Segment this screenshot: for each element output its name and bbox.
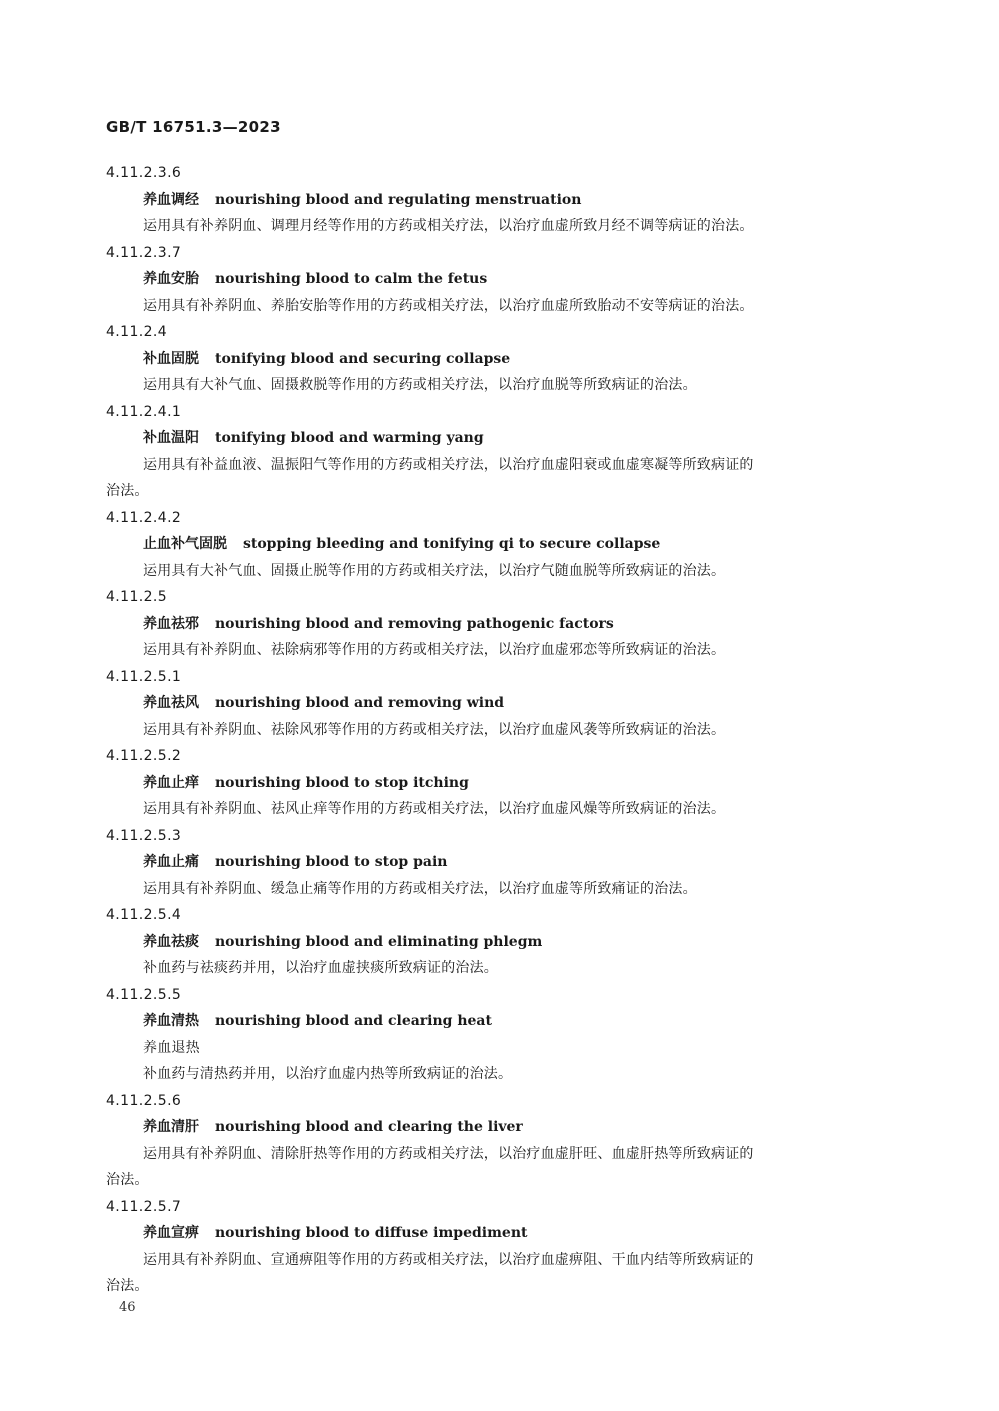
- term-chinese: 养血祛邪: [143, 615, 199, 632]
- term-entry: [106, 902, 896, 982]
- term-chinese: 补血固脱: [143, 350, 199, 367]
- term-heading: [143, 425, 896, 452]
- term-chinese: 养血止痛: [143, 854, 199, 870]
- clause-number: 4.11.2.5.2: [106, 748, 182, 764]
- definition-text: 运用具有补养阴血、祛除风邪等作用的方药或相关疗法，以治疗血虚风袭等所致病证的治法。: [143, 721, 726, 738]
- term-english: tonifying blood and warming yang: [215, 430, 484, 446]
- clause-number: 4.11.2.3.7: [106, 244, 182, 261]
- term-english: nourishing blood to diffuse impediment: [215, 1225, 528, 1241]
- term-english: nourishing blood and clearing the liver: [215, 1119, 523, 1135]
- term-entry: [106, 399, 896, 505]
- term-english: nourishing blood and eliminating phlegm: [215, 933, 543, 950]
- definition-text: 运用具有补养阴血、缓急止痛等作用的方药或相关疗法，以治疗血虚等所致痛证的治法。: [143, 880, 697, 897]
- term-english: nourishing blood and removing pathogenic factors: [215, 615, 614, 632]
- term-chinese: 养血清肝: [143, 1119, 199, 1135]
- definition-text: 运用具有补养阴血、祛除病邪等作用的方药或相关疗法，以治疗血虚邪恋等所致病证的治法。: [143, 642, 726, 658]
- term-entry: [106, 823, 896, 903]
- definition-text: 运用具有大补气血、固摄救脱等作用的方药或相关疗法，以治疗血脱等所致病证的治法。: [143, 377, 697, 393]
- term-chinese: 养血安胎: [143, 271, 199, 287]
- term-chinese: 养血祛痰: [143, 933, 199, 950]
- term-entry: [106, 240, 896, 320]
- term-chinese: 养血祛风: [143, 695, 199, 711]
- term-heading: [143, 1008, 896, 1035]
- term-entry: [106, 982, 896, 1088]
- term-heading: [143, 1220, 896, 1247]
- term-entry: [106, 584, 896, 664]
- term-english: nourishing blood to stop pain: [215, 854, 448, 870]
- definition-continuation: 治法。: [106, 1172, 149, 1188]
- clause-number: 4.11.2.3.6: [106, 165, 182, 181]
- definition-text: 运用具有补益血液、温振阳气等作用的方药或相关疗法，以治疗血虚阳衰或血虚寒凝等所致病证的: [143, 456, 754, 473]
- clause-number: 4.11.2.4: [106, 324, 168, 340]
- definition-continuation: 治法。: [106, 1278, 149, 1294]
- term-entry: [106, 1088, 896, 1194]
- term-chinese: 养血宣痹: [143, 1225, 199, 1241]
- term-heading: [143, 929, 896, 956]
- clause-number: 4.11.2.4.1: [106, 403, 182, 420]
- term-heading: [143, 531, 896, 558]
- clause-number: 4.11.2.5.4: [106, 907, 182, 923]
- term-entry: [106, 505, 896, 585]
- term-chinese: 补血温阳: [143, 430, 199, 446]
- term-english: stopping bleeding and tonifying qi to secure collapse: [243, 536, 661, 552]
- term-heading: [143, 770, 896, 797]
- clause-number: 4.11.2.5.6: [106, 1092, 182, 1109]
- term-chinese: 养血清热: [143, 1013, 199, 1029]
- term-entry: [106, 319, 896, 399]
- document-body: [106, 160, 896, 1300]
- term-english: nourishing blood to calm the fetus: [215, 271, 488, 287]
- definition-continuation: 治法。: [106, 483, 149, 499]
- term-english: nourishing blood and regulating menstruation: [215, 191, 582, 208]
- term-english: tonifying blood and securing collapse: [215, 350, 511, 367]
- term-english: nourishing blood to stop itching: [215, 774, 469, 791]
- term-heading: [143, 266, 896, 293]
- term-heading: [143, 849, 896, 876]
- clause-number: 4.11.2.4.2: [106, 509, 182, 526]
- term-heading: [143, 690, 896, 717]
- term-heading: [143, 187, 896, 214]
- clause-number: 4.11.2.5.3: [106, 827, 182, 844]
- term-english: nourishing blood and removing wind: [215, 695, 505, 711]
- term-chinese: 养血调经: [143, 191, 199, 208]
- definition-text: 运用具有补养阴血、养胎安胎等作用的方药或相关疗法，以治疗血虚所致胎动不安等病证的治法。: [143, 297, 754, 314]
- term-chinese: 养血止痒: [143, 774, 199, 791]
- term-heading: [143, 346, 896, 373]
- definition-text: 补血药与祛痰药并用，以治疗血虚挟痰所致病证的治法。: [143, 960, 498, 976]
- term-chinese: 止血补气固脱: [143, 536, 227, 552]
- term-entry: [106, 743, 896, 823]
- term-heading: [143, 1114, 896, 1141]
- definition-text: 运用具有补养阴血、清除肝热等作用的方药或相关疗法，以治疗血虚肝旺、血虚肝热等所致病证的: [143, 1145, 754, 1162]
- document-header: GB/T 16751.3—2023: [106, 118, 281, 136]
- clause-number: 4.11.2.5.1: [106, 668, 182, 685]
- page-number: 46: [119, 1300, 136, 1315]
- term-english: nourishing blood and clearing heat: [215, 1013, 492, 1029]
- definition-text: 补血药与清热药并用，以治疗血虚内热等所致病证的治法。: [143, 1066, 513, 1082]
- clause-number: 4.11.2.5.5: [106, 986, 182, 1003]
- clause-number: 4.11.2.5.7: [106, 1198, 182, 1215]
- clause-number: 4.11.2.5: [106, 589, 168, 605]
- definition-text: 运用具有补养阴血、调理月经等作用的方药或相关疗法，以治疗血虚所致月经不调等病证的治法。: [143, 218, 754, 234]
- definition-text: 运用具有大补气血、固摄止脱等作用的方药或相关疗法，以治疗气随血脱等所致病证的治法。: [143, 562, 726, 579]
- term-entry: [106, 1194, 896, 1300]
- term-entry: [106, 160, 896, 240]
- term-entry: [106, 664, 896, 744]
- definition-text: 运用具有补养阴血、宣通痹阻等作用的方药或相关疗法，以治疗血虚痹阻、干血内结等所致病证的: [143, 1251, 754, 1268]
- definition-text: 运用具有补养阴血、祛风止痒等作用的方药或相关疗法，以治疗血虚风燥等所致病证的治法。: [143, 801, 726, 817]
- definition-text: 养血退热: [143, 1039, 200, 1056]
- term-heading: [143, 611, 896, 638]
